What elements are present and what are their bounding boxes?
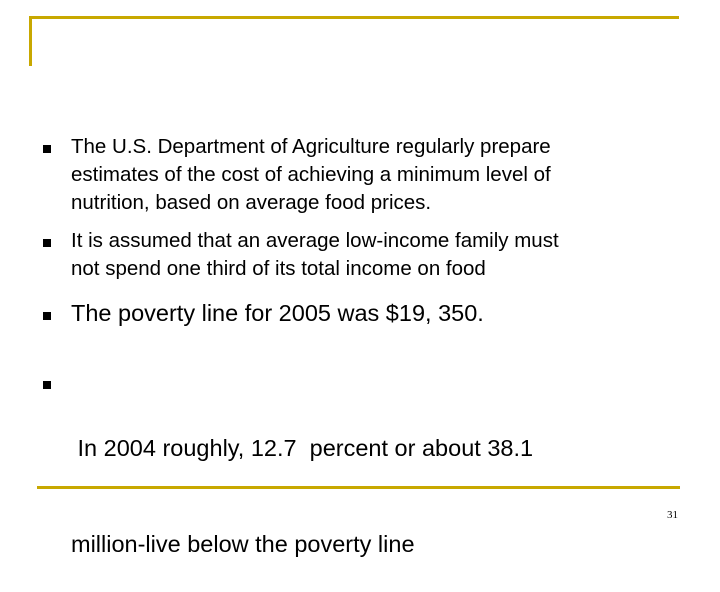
text-line: It is assumed that an average low-income family must (71, 229, 559, 252)
bullet-marker (43, 239, 51, 247)
bullet-text (71, 227, 701, 283)
bullet-marker (43, 312, 51, 320)
text-line: estimates of the cost of achieving a minimum level of (71, 163, 551, 186)
text-line: million-live below the poverty line (71, 531, 415, 557)
left-rule (29, 16, 32, 66)
bullet-marker (43, 145, 51, 153)
bullet-text (71, 368, 701, 592)
text-line: The U.S. Department of Agriculture regularly prepare (71, 135, 551, 158)
page-number: 31 (667, 509, 678, 521)
bullet-marker (43, 381, 51, 389)
text-line: nutrition, based on average food prices. (71, 191, 432, 214)
text-line: In 2004 roughly, 12.7 percent or about 38.1 (71, 435, 534, 461)
bullet-text (71, 133, 701, 217)
bullet-text (71, 297, 701, 329)
text-line: not spend one third of its total income on food (71, 257, 486, 280)
bottom-rule (37, 486, 680, 489)
top-rule (29, 16, 679, 19)
text-line: The poverty line for 2005 was $19, 350. (71, 300, 484, 326)
